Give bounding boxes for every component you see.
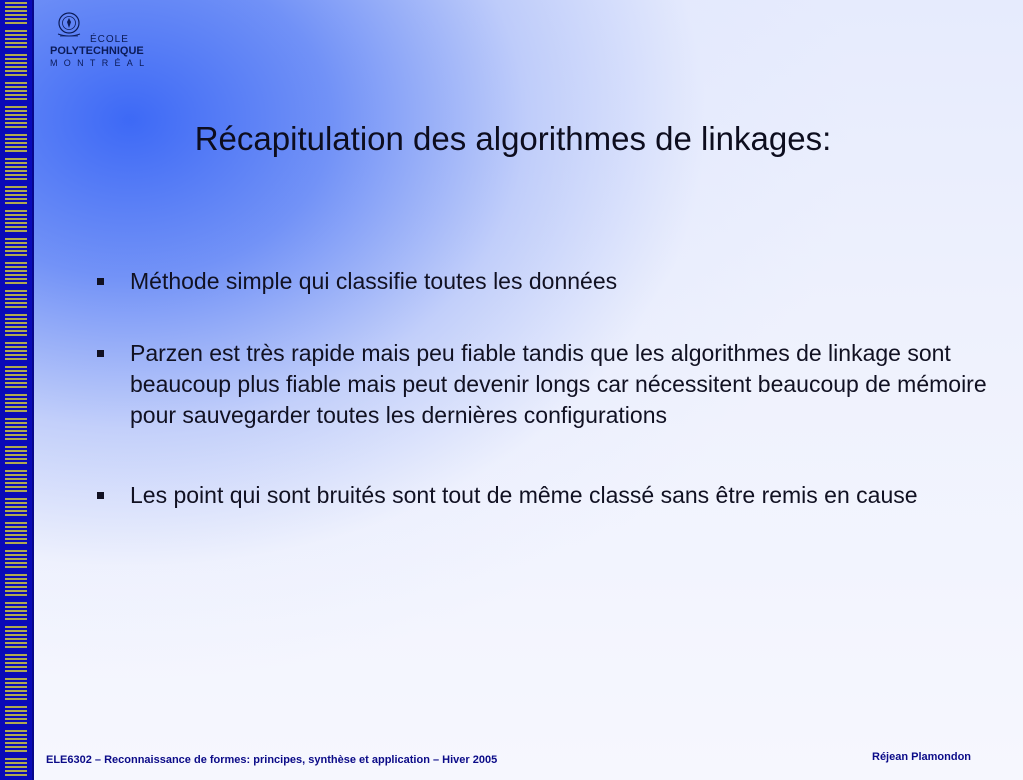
square-bullet-icon [97, 350, 104, 357]
bullet-text: Méthode simple qui classifie toutes les données [130, 268, 618, 294]
side-decoration-strip [0, 0, 34, 780]
footer-author: Réjean Plamondon [872, 751, 972, 763]
bullet-text: Les point qui sont bruités sont tout de même classé sans être remis en cause [130, 482, 918, 508]
chain-pattern [5, 2, 27, 778]
bullet-text: Parzen est très rapide mais peu fiable tandis que les algorithmes de linkage sont beaucoup plus fiable mais peut devenir longs car nécessitent beaucoup de mémoire pour sauvegarder toutes les dernières configurations [130, 340, 987, 428]
seal-icon [54, 10, 84, 40]
bullet-item [92, 338, 992, 431]
school-logo [50, 8, 160, 70]
logo-line-polytechnique: POLYTECHNIQUE [50, 45, 144, 57]
bullet-item [92, 266, 992, 297]
logo-line-ecole: ÉCOLE [90, 34, 129, 45]
logo-line-montreal: MONTRÉAL [50, 58, 151, 68]
bullet-list [92, 266, 992, 511]
footer-course: ELE6302 – Reconnaissance de formes: principes, synthèse et application – Hiver 2005 [46, 754, 498, 766]
square-bullet-icon [97, 492, 104, 499]
bullet-item [92, 480, 992, 511]
slide-title: Récapitulation des algorithmes de linkages: [194, 120, 832, 157]
square-bullet-icon [97, 278, 104, 285]
